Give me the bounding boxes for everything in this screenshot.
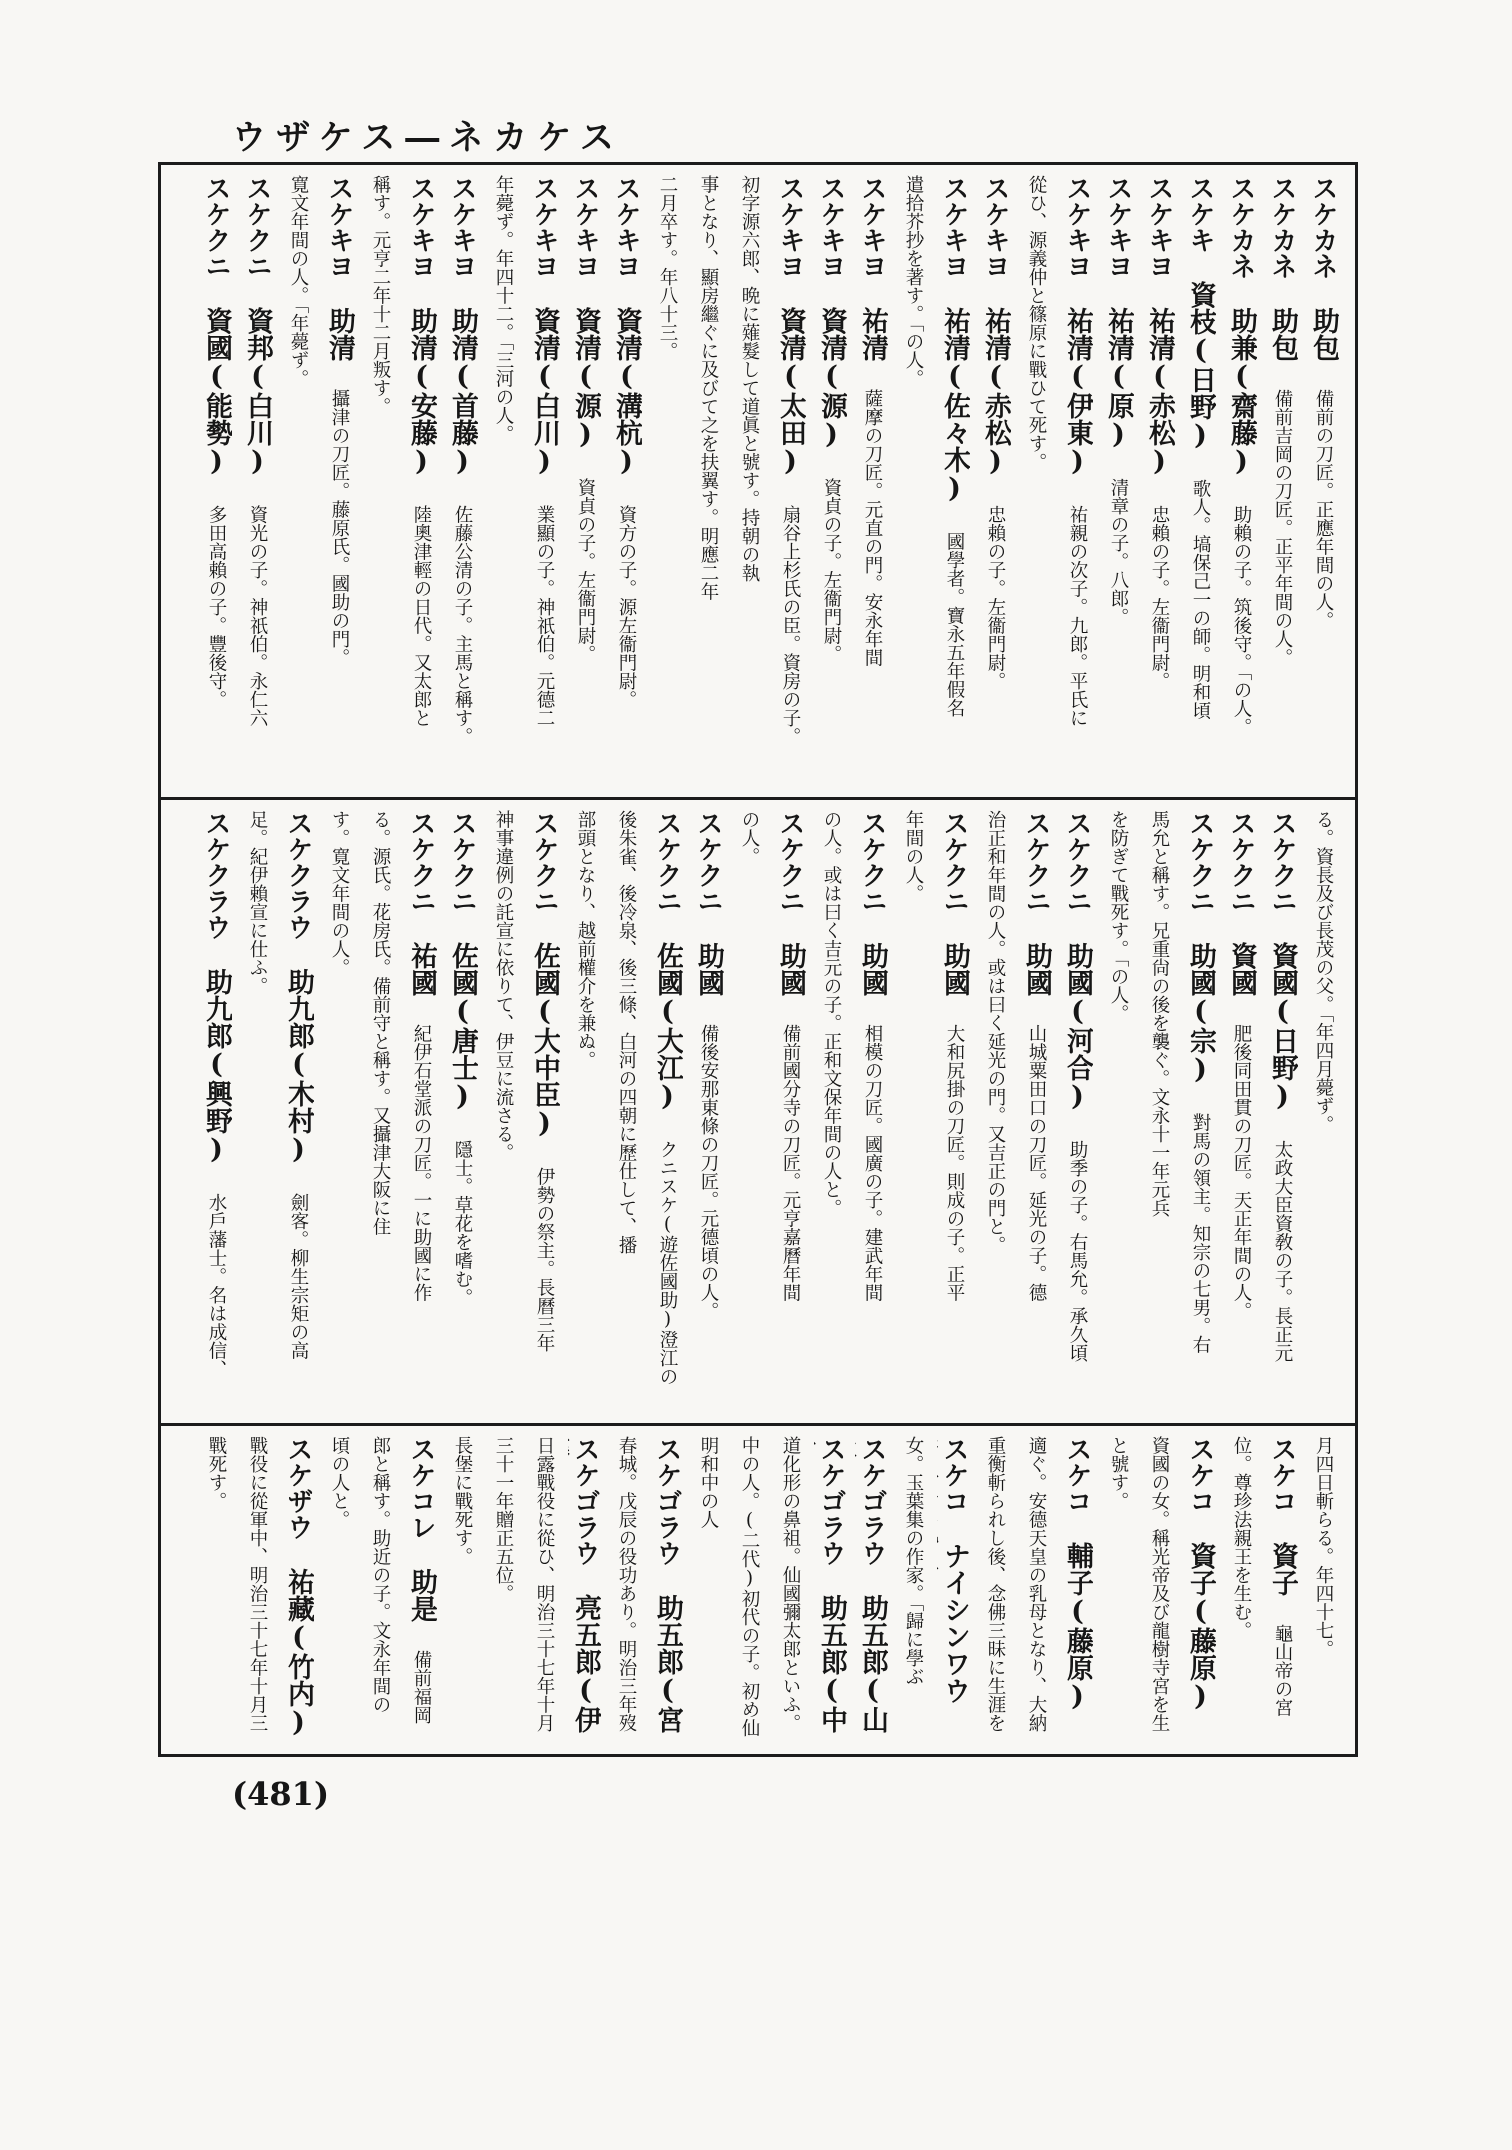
entry-text: 隱士。草花を嗜む。 — [452, 1140, 473, 1307]
entry-text: 從ひ、源義仲と篠原に戰ひて死す。 — [1026, 175, 1047, 471]
continuation-column — [1101, 1436, 1134, 1741]
entry-column — [1183, 810, 1216, 1412]
entry-column — [240, 175, 273, 787]
entry-column — [691, 810, 724, 1412]
entry-column — [1183, 1436, 1216, 1741]
entry-text: 資貞の子。左衞門尉。 — [821, 478, 842, 663]
continuation-column — [363, 810, 396, 1412]
entry-headword: スケクニ — [201, 175, 231, 279]
entry-column — [814, 1436, 847, 1741]
entry-name: 佐國(大江) — [652, 942, 683, 1112]
entry-text: る。源氏。花房氏。備前守と稱す。又攝津大阪に住 — [370, 810, 391, 1236]
entry-headword: スケカネ — [1267, 175, 1297, 279]
entry-headword: スケキヨ — [1144, 175, 1174, 279]
entry-column — [978, 175, 1011, 787]
entry-headword: スケコ — [939, 1436, 969, 1514]
entry-name: 助國(河合) — [1062, 942, 1093, 1112]
continuation-column — [240, 1436, 273, 1741]
entry-text: 攝津の刀匠。藤原氏。國助の門。 — [329, 389, 350, 667]
entry-headword: スケキヨ — [857, 175, 887, 279]
entry-text: 相模の刀匠。國廣の子。建武年間 — [862, 1024, 883, 1302]
entry-text: 中の人。(二代)初代の子。初め仙 — [739, 1436, 760, 1737]
entry-headword: スケキヨ — [324, 175, 354, 279]
entry-text: 適ぐ。安德天皇の乳母となり、大納 — [1026, 1436, 1047, 1732]
entry-column — [855, 1436, 888, 1741]
continuation-column — [486, 175, 519, 787]
entry-text: 重衡斬られし後、念佛三昧に生涯を — [985, 1436, 1006, 1732]
entry-text: 月四日斬らる。年四十七。 — [1313, 1436, 1334, 1658]
continuation-column — [1306, 1436, 1339, 1741]
entry-name: 助五郎(中 — [816, 1594, 847, 1733]
continuation-column — [363, 1436, 396, 1741]
entry-name: 祐清(原) — [1103, 307, 1134, 450]
entry-headword: スケキヨ — [447, 175, 477, 279]
entry-text: 備前福岡 — [411, 1650, 432, 1724]
continuation-column — [1306, 810, 1339, 1412]
entry-headword: スケクニ — [1021, 810, 1051, 914]
continuation-column — [609, 810, 642, 1412]
entry-text: 足。紀伊賴宣に仕ふ。 — [247, 810, 268, 995]
entry-name: 助包 — [1267, 307, 1298, 361]
continuation-column — [609, 1436, 642, 1741]
entry-headword: スケコレ — [406, 1436, 436, 1540]
entry-text: 明和中の人 — [698, 1436, 719, 1529]
continuation-column — [978, 1436, 1011, 1741]
entry-text: 對馬の領主。知宗の七男。右 — [1190, 1113, 1211, 1354]
entry-headword: スケコ — [1185, 1436, 1215, 1514]
entry-name: 祐藏(竹内) — [283, 1568, 314, 1738]
entry-text: 助季の子。右馬允。承久頃 — [1067, 1140, 1088, 1362]
entry-column — [1183, 175, 1216, 787]
entry-text: 歌人。塙保己一の師。明和頃 — [1190, 479, 1211, 720]
entry-name: 資清(白川) — [529, 307, 560, 477]
continuation-column — [527, 1436, 560, 1741]
entry-text: 業顯の子。神祇伯。元德二 — [534, 505, 555, 727]
entry-column — [568, 175, 601, 787]
entry-name: 助國 — [857, 942, 888, 996]
entry-headword: スケコ — [1062, 1436, 1092, 1514]
continuation-column — [978, 810, 1011, 1412]
tier-top — [177, 175, 1339, 787]
entry-name: 佐國(大中臣) — [529, 942, 560, 1139]
continuation-column — [445, 1436, 478, 1741]
entry-name: 資邦(白川) — [242, 307, 273, 477]
entry-text: 道化形の鼻祖。仙國彌太郎といふ。 — [780, 1436, 801, 1732]
entry-headword: スケクニ — [529, 810, 559, 914]
continuation-column — [1019, 1436, 1052, 1741]
entry-column — [1224, 175, 1257, 787]
entry-headword: スケキヨ — [775, 175, 805, 279]
entry-text: 頃の人と。 — [329, 1436, 350, 1529]
entry-column — [937, 1436, 970, 1741]
entry-text: 長堡に戰死す。 — [452, 1436, 473, 1566]
entry-text: 年薨ず。年四十二。「三河の人。 — [493, 175, 514, 444]
tier-bottom — [177, 1436, 1339, 1741]
entry-text: 多田高賴の子。豐後守。 — [206, 505, 227, 709]
entry-text: 祐親の次子。九郎。平氏に — [1067, 505, 1088, 727]
entry-headword: スケクニ — [1226, 810, 1256, 914]
continuation-column — [281, 175, 314, 787]
entry-name: 助國 — [939, 942, 970, 996]
entry-name: 資清(源) — [816, 307, 847, 450]
entry-name: 助五郎(宮 — [652, 1594, 683, 1733]
entry-text: 資方の子。源左衞門尉。 — [616, 505, 637, 709]
entry-name: 資子 — [1267, 1542, 1298, 1596]
continuation-column — [1101, 810, 1134, 1412]
entry-headword: スケクニ — [242, 175, 272, 279]
entry-column — [650, 1436, 683, 1741]
entry-name: 助清(安藤) — [406, 307, 437, 477]
entry-name: 資清(溝杭) — [611, 307, 642, 477]
entry-text: クニスケ(遊佐國助)澄江の — [657, 1140, 678, 1386]
entry-text: 國學者。寶永五年假名 — [944, 532, 965, 717]
entry-name: 資清(源) — [570, 307, 601, 450]
entry-text: 馬允と稱す。兄重尙の後を襲ぐ。文永十一年元兵 — [1149, 810, 1170, 1217]
entry-text: 戰死す。 — [206, 1436, 227, 1510]
continuation-column — [1019, 175, 1052, 787]
entry-text: 二月卒す。年八十三。 — [657, 175, 678, 360]
continuation-column — [691, 1436, 724, 1741]
entry-text: 水戶藩士。名は成信、 — [206, 1193, 227, 1378]
entry-text: 扇谷上杉氏の臣。資房の子。 — [780, 505, 801, 746]
entry-headword: スケカネ — [1308, 175, 1338, 279]
entry-headword: スケゴラウ — [857, 1436, 887, 1566]
continuation-column — [896, 1436, 929, 1741]
entry-text: 後朱雀、後冷泉、後三條、白河の四朝に歷仕して、播 — [616, 810, 637, 1254]
entry-name: 資國(能勢) — [201, 307, 232, 477]
entry-text: 初字源六郎、晩に薙髮して道眞と號す。持朝の執 — [739, 175, 760, 582]
entry-headword: スケキヨ — [980, 175, 1010, 279]
entry-text: 事となり、顯房繼ぐに及びて之を扶翼す。明應二年 — [698, 175, 719, 601]
continuation-column — [732, 810, 765, 1412]
entry-column — [568, 1436, 601, 1741]
tier-middle — [177, 810, 1339, 1412]
entry-column — [773, 810, 806, 1412]
continuation-column — [691, 175, 724, 787]
entry-column — [650, 810, 683, 1412]
entry-name: 助國 — [693, 942, 724, 996]
entry-name: 祐清 — [857, 307, 888, 361]
entry-headword: スケキヨ — [1062, 175, 1092, 279]
entry-headword: スケクラウ — [201, 810, 231, 940]
continuation-column — [773, 1436, 806, 1741]
entry-column — [404, 810, 437, 1412]
entry-column — [1060, 810, 1093, 1412]
entry-text: 忠賴の子。左衞門尉。 — [985, 505, 1006, 690]
entry-text: 山城粟田口の刀匠。延光の子。德 — [1026, 1024, 1047, 1302]
continuation-column — [896, 810, 929, 1412]
entry-column — [199, 810, 232, 1412]
entry-headword: スケクニ — [1062, 810, 1092, 914]
continuation-column — [486, 810, 519, 1412]
entry-name: 祐清(伊東) — [1062, 307, 1093, 477]
entry-headword: スケコ — [1267, 1436, 1297, 1514]
entry-headword: スケゴラウ — [816, 1436, 846, 1566]
entry-text: 治正和年間の人。或は曰く延光の門。又吉正の門と。 — [985, 810, 1006, 1254]
continuation-column — [240, 810, 273, 1412]
entry-text: 郎と稱す。助近の子。文永年間の — [370, 1436, 391, 1714]
entry-text: 年間の人。 — [903, 810, 924, 903]
entry-text: 日露戰役に從ひ、明治三十七年十月 — [534, 1436, 555, 1732]
entry-text: 紀伊石堂派の刀匠。一に助國に作 — [411, 1024, 432, 1302]
continuation-column — [322, 810, 355, 1412]
entry-text: 備前吉岡の刀匠。正平年間の人。 — [1272, 389, 1293, 667]
entry-text: を防ぎて戰死す。「の人。 — [1108, 810, 1129, 1023]
entry-text: 薩摩の刀匠。元直の門。安永年間 — [862, 389, 883, 667]
running-header: ウザケス―ネカケス — [232, 118, 624, 158]
continuation-column — [199, 1436, 232, 1741]
entry-column — [855, 810, 888, 1412]
entry-column — [281, 810, 314, 1412]
entry-headword: スケカネ — [1226, 175, 1256, 279]
entry-column — [527, 175, 560, 787]
entry-text: と號す。 — [1108, 1436, 1129, 1510]
entry-column — [445, 175, 478, 787]
entry-text: 備前國分寺の刀匠。元亨嘉曆年間 — [780, 1024, 801, 1302]
entry-column — [322, 175, 355, 787]
continuation-column — [896, 175, 929, 787]
entry-headword: スケクニ — [1185, 810, 1215, 914]
entry-column — [814, 175, 847, 787]
entry-column — [855, 175, 888, 787]
entry-name: 輔子(藤原) — [1062, 1542, 1093, 1712]
entry-text: 資國の女。稱光帝及び龍樹寺宮を生 — [1149, 1436, 1170, 1732]
entry-text: 戰役に從軍中、明治三十七年十月三 — [247, 1436, 268, 1732]
entry-text: 助賴の子。筑後守。「の人。 — [1231, 505, 1252, 737]
continuation-column — [1142, 810, 1175, 1412]
tier-divider — [161, 1423, 1355, 1426]
entry-column — [281, 1436, 314, 1741]
continuation-column — [1142, 1436, 1175, 1741]
entry-text: 大和尻掛の刀匠。則成の子。正平 — [944, 1024, 965, 1302]
entry-text: 女。玉葉集の作家。「歸に學ぶ — [903, 1436, 924, 1686]
entry-headword: スケキヨ — [570, 175, 600, 279]
entry-headword: スケクニ — [1267, 810, 1297, 914]
entry-headword: スケザウ — [283, 1436, 313, 1540]
entry-text: の人。 — [739, 810, 760, 866]
continuation-column — [814, 810, 847, 1412]
continuation-column — [732, 175, 765, 787]
entry-headword: スケキヨ — [611, 175, 641, 279]
entry-column — [609, 175, 642, 787]
entry-name: 助包 — [1308, 307, 1339, 361]
entry-name: 資清(太田) — [775, 307, 806, 477]
entry-column — [1060, 1436, 1093, 1741]
entry-text: 遣拾芥抄を著す。「の人。 — [903, 175, 924, 388]
entry-name: 助清(首藤) — [447, 307, 478, 477]
entry-text: 佐藤公清の子。主馬と稱す。 — [452, 505, 473, 746]
entry-text: 神事違例の託宣に依りて、伊豆に流さる。 — [493, 810, 514, 1162]
entry-text: 太政大臣資敎の子。長正元 — [1272, 1140, 1293, 1362]
entry-headword: スケクニ — [693, 810, 723, 914]
continuation-column — [568, 810, 601, 1412]
entry-headword: スケキヨ — [1103, 175, 1133, 279]
entry-text: 清章の子。八郎。 — [1108, 478, 1129, 626]
entry-column — [1060, 175, 1093, 787]
entry-column — [773, 175, 806, 787]
entry-text: る。資長及び長茂の父。「年四月薨ず。 — [1313, 810, 1334, 1134]
entry-text: 備前の刀匠。正應年間の人。 — [1313, 389, 1334, 630]
entry-text: 寛文年間の人。「年薨ず。 — [288, 175, 309, 388]
entry-text: 稱す。元亨二年十二月叛す。 — [370, 175, 391, 416]
entry-headword: スケクニ — [939, 810, 969, 914]
entry-name: 祐清(佐々木) — [939, 307, 970, 504]
page-number: (481) — [232, 1775, 330, 1813]
entry-column — [527, 810, 560, 1412]
entry-name: 助國 — [775, 942, 806, 996]
entry-name: 祐清(赤松) — [980, 307, 1011, 477]
entry-column — [937, 175, 970, 787]
entry-column — [1306, 175, 1339, 787]
entry-column — [937, 810, 970, 1412]
continuation-column — [322, 1436, 355, 1741]
entry-name: 助九郎(木村) — [283, 968, 314, 1165]
entry-name: 資枝(日野) — [1185, 281, 1216, 451]
entry-name: 資國 — [1226, 942, 1257, 996]
entry-headword: スケクニ — [406, 810, 436, 914]
continuation-column — [732, 1436, 765, 1741]
entry-name: 祐清(赤松) — [1144, 307, 1175, 477]
entry-text: 春城。戊辰の役功あり。明治三年歿 — [616, 1436, 637, 1732]
entry-text: 三十一年贈正五位。 — [493, 1436, 514, 1603]
entry-name: 助五郎(山 — [857, 1594, 888, 1733]
entry-text: 龜山帝の宮 — [1272, 1624, 1293, 1717]
entry-headword: スケキヨ — [816, 175, 846, 279]
entry-name: 祐國 — [406, 942, 437, 996]
entry-column — [1265, 175, 1298, 787]
entry-text: 部頭となり、越前權介を兼ぬ。 — [575, 810, 596, 1069]
continuation-column — [1224, 1436, 1257, 1741]
entry-text: す。寛文年間の人。 — [329, 810, 350, 977]
entry-name: 助國(宗) — [1185, 942, 1216, 1085]
entry-name: 亮五郎(伊 — [570, 1594, 601, 1733]
entry-column — [404, 1436, 437, 1741]
entry-column — [1265, 810, 1298, 1412]
entry-name: 助清 — [324, 307, 355, 361]
entry-headword: スケキヨ — [529, 175, 559, 279]
entry-text: 位。尊珍法親王を生む。 — [1231, 1436, 1252, 1640]
entry-column — [1019, 810, 1052, 1412]
continuation-column — [363, 175, 396, 787]
entry-column — [1142, 175, 1175, 787]
entry-headword: スケキヨ — [939, 175, 969, 279]
entry-column — [404, 175, 437, 787]
entry-column — [1101, 175, 1134, 787]
entry-name: 助國 — [1021, 942, 1052, 996]
entry-text: 伊勢の祭主。長曆三年 — [534, 1167, 555, 1352]
entry-headword: スケクニ — [447, 810, 477, 914]
entry-column — [1224, 810, 1257, 1412]
continuation-column — [650, 175, 683, 787]
entry-headword: スケクニ — [652, 810, 682, 914]
entry-text: 資光の子。神祇伯。永仁六 — [247, 505, 268, 727]
entry-text: 肥後同田貫の刀匠。天正年間の人。 — [1231, 1024, 1252, 1320]
entry-text: 資貞の子。左衞門尉。 — [575, 478, 596, 663]
entry-headword: スケクニ — [775, 810, 805, 914]
entry-name: ナイシンワウ — [939, 1542, 970, 1704]
entry-text: の人。或は曰く吉元の子。正和文保年間の人と。 — [821, 810, 842, 1217]
entry-column — [445, 810, 478, 1412]
text-frame — [158, 162, 1358, 1757]
tier-divider — [161, 797, 1355, 800]
continuation-column — [486, 1436, 519, 1741]
entry-headword: スケクラウ — [283, 810, 313, 940]
entry-name: 佐國(唐士) — [447, 942, 478, 1112]
entry-column — [199, 175, 232, 787]
entry-column — [1265, 1436, 1298, 1741]
entry-headword: スケゴラウ — [570, 1436, 600, 1566]
entry-text: 陸奧津輕の日代。又太郎と — [411, 505, 432, 727]
entry-name: 資國(日野) — [1267, 942, 1298, 1112]
entry-headword: スケクニ — [857, 810, 887, 914]
entry-text: 忠賴の子。左衞門尉。 — [1149, 505, 1170, 690]
entry-text: 劍客。柳生宗矩の高 — [288, 1193, 309, 1360]
entry-name: 助九郎(興野) — [201, 968, 232, 1165]
entry-name: 資子(藤原) — [1185, 1542, 1216, 1712]
entry-headword: スケキヨ — [406, 175, 436, 279]
entry-name: 助兼(齋藤) — [1226, 307, 1257, 477]
entry-text: 備後安那東條の刀匠。元德頃の人。 — [698, 1024, 719, 1320]
entry-name: 助是 — [406, 1568, 437, 1622]
entry-headword: スケゴラウ — [652, 1436, 682, 1566]
entry-headword: スケキ — [1185, 175, 1215, 253]
